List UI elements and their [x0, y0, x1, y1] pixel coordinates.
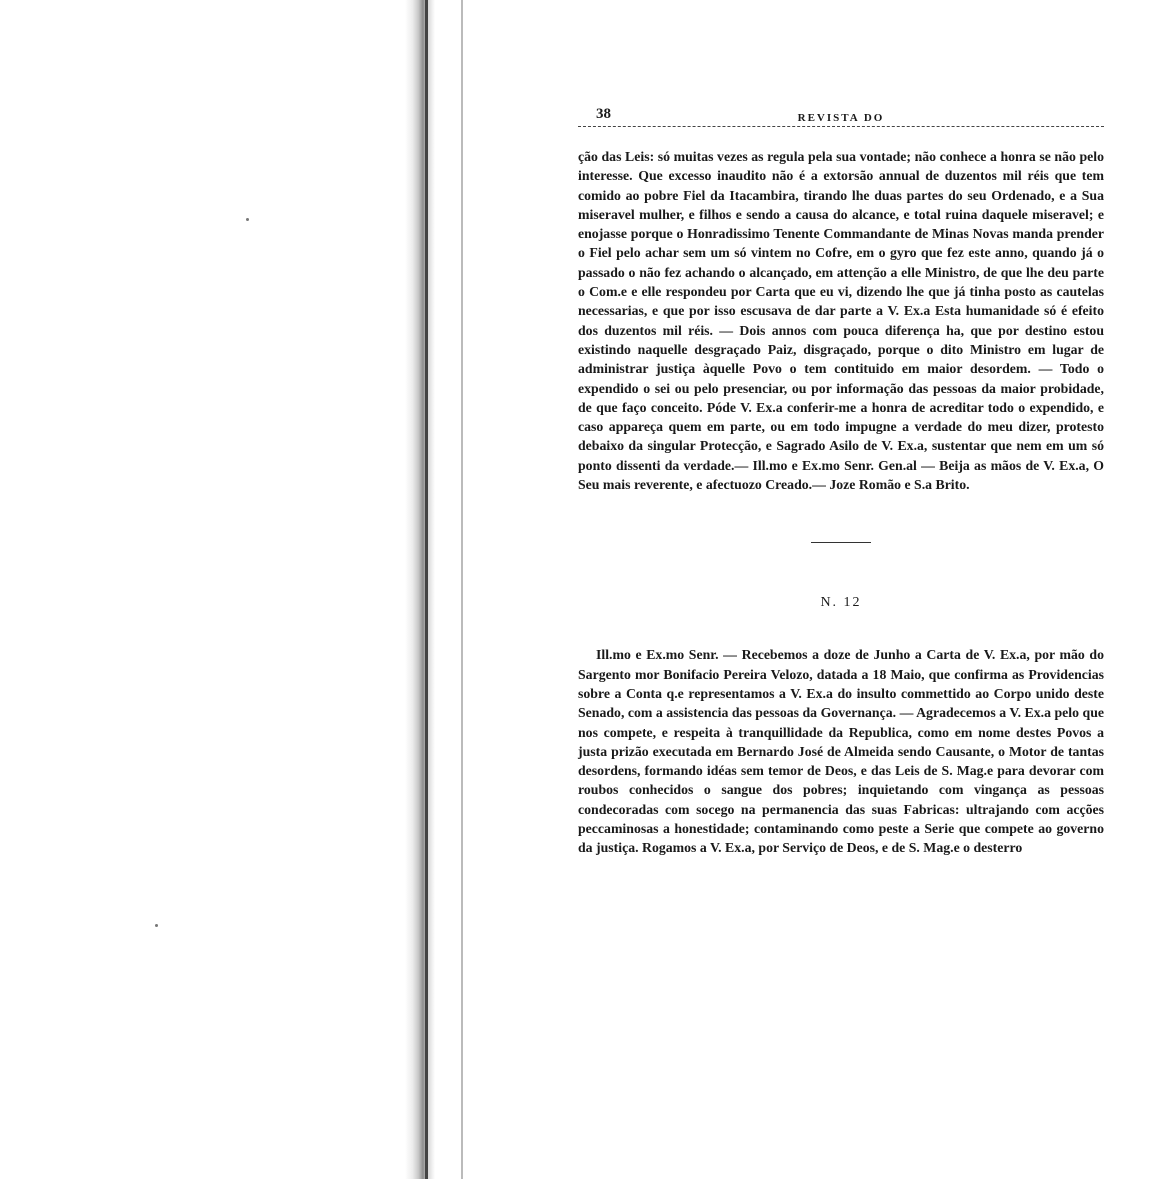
book-spine-line — [425, 0, 428, 1179]
document-page — [578, 100, 1104, 858]
letter-one-body — [578, 147, 1104, 494]
section-divider — [811, 542, 871, 543]
page-number: 38 — [596, 106, 611, 122]
book-spine-edge — [461, 0, 463, 1179]
running-header — [578, 100, 1104, 127]
letter-two-body — [578, 645, 1104, 857]
scan-speck — [155, 924, 158, 927]
letter-one-paragraph: ção das Leis: só muitas vezes as regula pela sua vontade; não conhece a honra se não pelo interesse. Que excesso inaudito não é a extorsão annual de duzentos mil réis que tem comido ao pobre Fiel da Itacambira, tirando lhe duas partes do seu Ordenado, e a Sua miseravel mulher, e filhos e sendo a causa do alcance, e total ruina daquele miseravel; e enojasse porque o Honradissimo Tenente Commandante de Minas Novas manda prender o Fiel pelo achar sem um só vintem no Cofre, em o gyro que fez este anno, quando já o passado o não fez achando o alcançado, em attenção a elle Ministro, de que lhe deu parte o Com.e e elle respondeu por Carta que eu vi, dizendo lhe que já tinha posto as cautelas necessarias, e que por isso escusava de dar parte a V. Ex.a Esta humanidade só é efeito dos duzentos mil réis. — Dois annos com pouca diferença ha, que por destino estou existindo naquelle desgraçado Paiz, disgraçado, porque o dito Ministro em lugar de administrar justiça àquelle Povo o tem contituido em maior desordem. — Todo o expendido o sei ou pelo presenciar, ou por informação das pessoas da maior probidade, de que faço conceito. Póde V. Ex.a conferir-me a honra de acreditar todo o expendido, e caso appareça quem em parte, ou em todo impugne a verdade do meu dizer, protesto debaixo da singular Protecção, e Sagrado Asilo de V. Ex.a, sustentar que nem em um só ponto dissenti da verdade.— Ill.mo e Ex.mo Senr. Gen.al — Beija as mãos de V. Ex.a, O Seu mais reverente, e afectuozo Creado.— Joze Romão e S.a Brito. — [578, 149, 1104, 493]
scan-speck — [246, 218, 249, 221]
running-title: REVISTA DO — [797, 112, 885, 124]
document-number: N. 12 — [820, 595, 862, 611]
letter-two-paragraph: Ill.mo e Ex.mo Senr. — Recebemos a doze de Junho a Carta de V. Ex.a, por mão do Sargento mor Bonifacio Pereira Velozo, datada a 18 Maio, que confirma as Providencias sobre a Conta q.e representamos a V. Ex.a do insulto commettido ao Corpo unido deste Senado, com a assistencia das pessoas da Governança. — Agradecemos a V. Ex.a pelo que nos compete, e respeita à tranquillidade da Republica, como em nome destes Povos a justa prizão executada em Bernardo José de Almeida sendo Causante, o Motor de tantas desordens, formando idéas sem temor de Deos, e das Leis de S. Mag.e para devorar com roubos conhecidos o sangue dos pobres; inquietando com vingança as pessoas condecoradas com socego na permanencia das suas Fabricas: ultrajando com acções peccaminosas a honestidade; contaminando como peste a Serie que compete ao governo da justiça. Rogamos a V. Ex.a, por Serviço de Deos, e de S. Mag.e o desterro — [578, 647, 1104, 856]
book-gutter-shadow — [405, 0, 435, 1179]
